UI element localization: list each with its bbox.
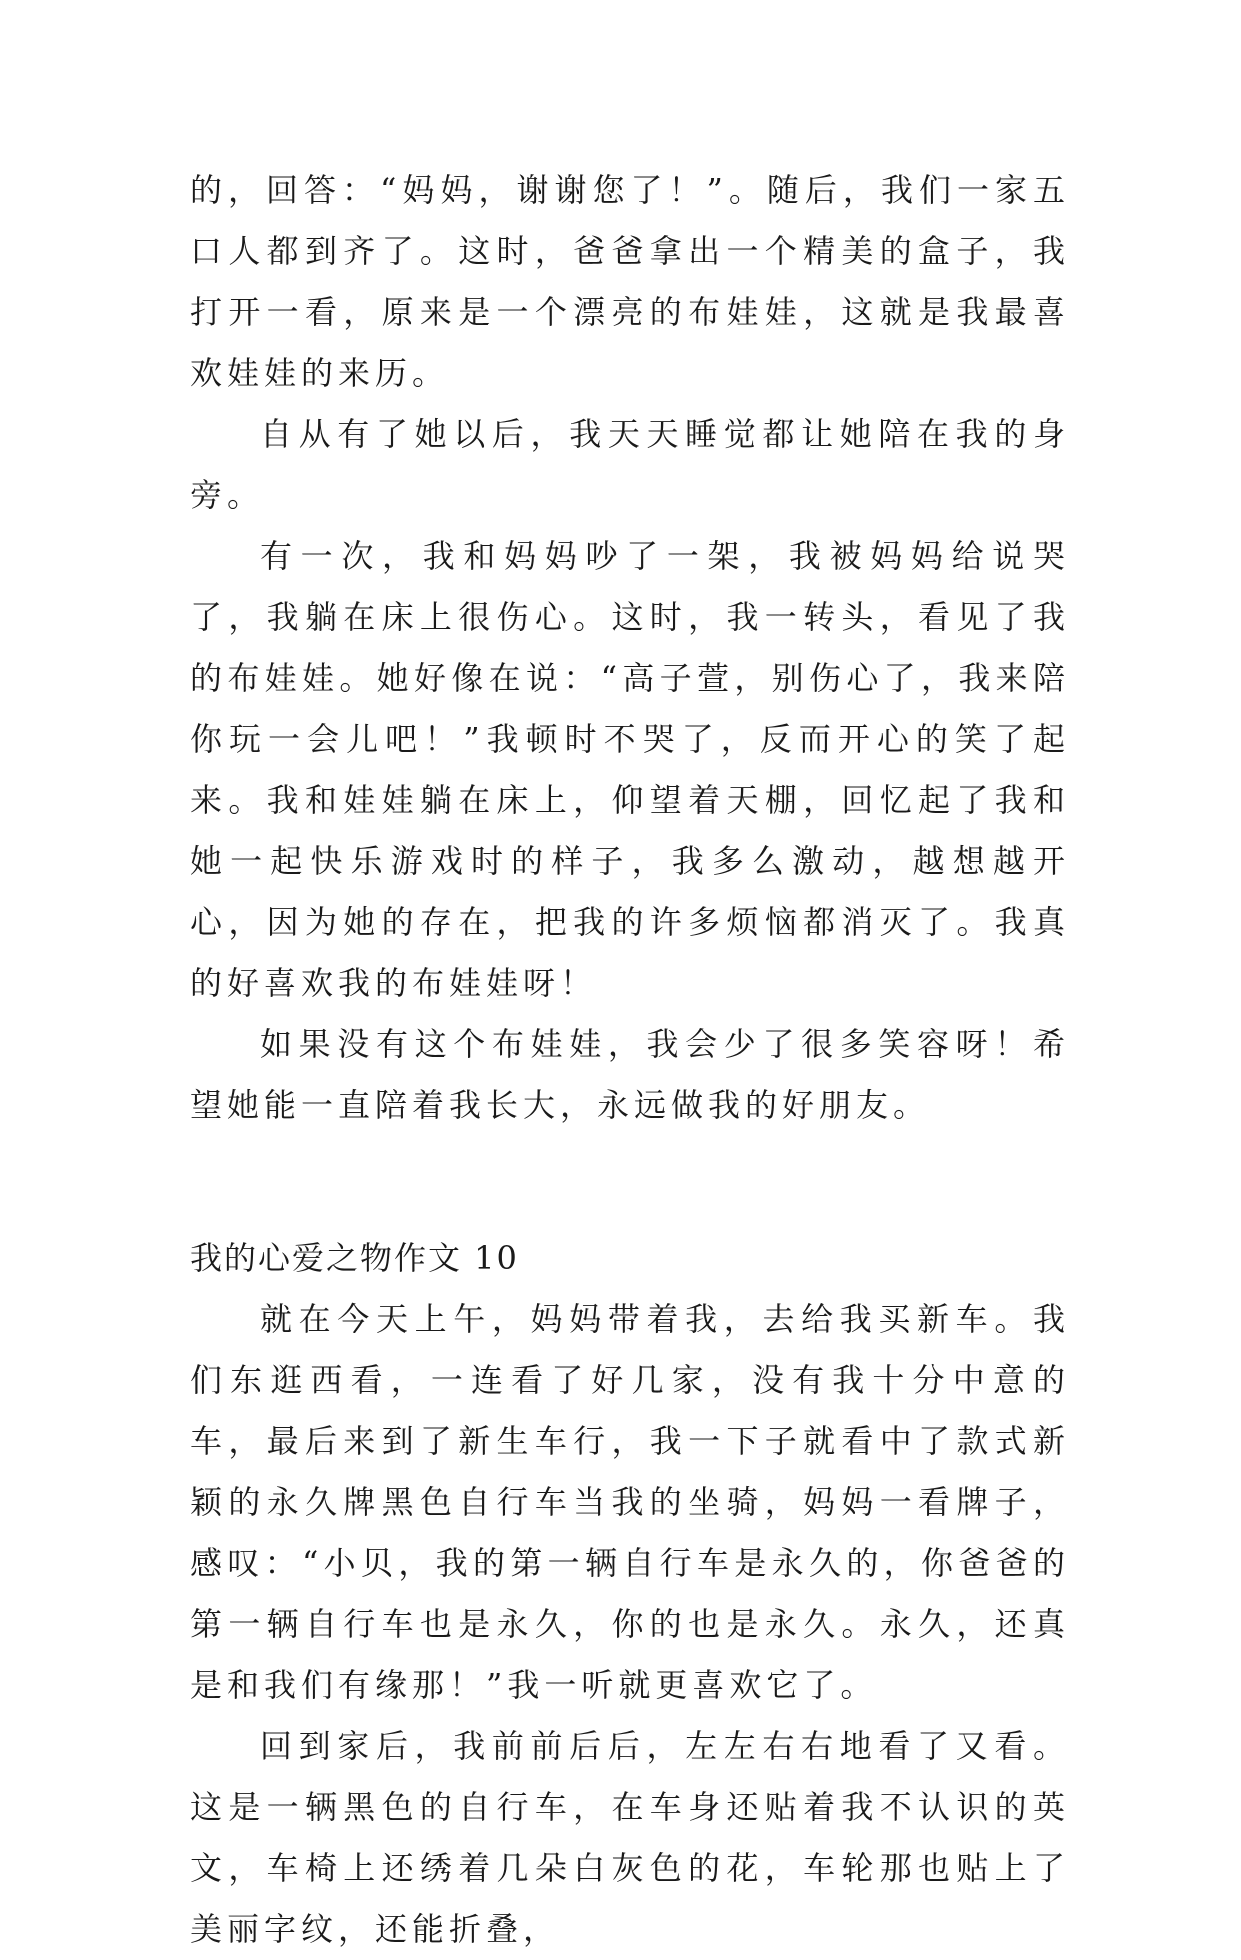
- paragraph: 如果没有这个布娃娃，我会少了很多笑容呀！希望她能一直陪着我长大，永远做我的好朋友。: [190, 1025, 1070, 1124]
- document-body: [190, 160, 1070, 1960]
- paragraph: 自从有了她以后，我天天睡觉都让她陪在我的身旁。: [190, 415, 1070, 514]
- section-gap: [190, 1136, 1070, 1228]
- paragraph: 的，回答：“妈妈，谢谢您了！”。随后，我们一家五口人都到齐了。这时，爸爸拿出一个精美的盒子，我打开一看，原来是一个漂亮的布娃娃，这就是我最喜欢娃娃的来历。: [190, 171, 1070, 392]
- paragraph: 回到家后，我前前后后，左左右右地看了又看。这是一辆黑色的自行车，在车身还贴着我不认识的英文，车椅上还绣着几朵白灰色的花，车轮那也贴上了美丽字纹，还能折叠，: [190, 1727, 1070, 1948]
- section-title: 我的心爱之物作文 10: [190, 1239, 519, 1277]
- paragraph: 就在今天上午，妈妈带着我，去给我买新车。我们东逛西看，一连看了好几家，没有我十分中意的车，最后来到了新生车行，我一下子就看中了款式新颖的永久牌黑色自行车当我的坐骑，妈妈一看牌子，感叹：“小贝，我的第一辆自行车是永久的，你爸爸的第一辆自行车也是永久，你的也是永久。永久，还真是和我们有缘那！”我一听就更喜欢它了。: [190, 1300, 1070, 1704]
- paragraph: 有一次，我和妈妈吵了一架，我被妈妈给说哭了，我躺在床上很伤心。这时，我一转头，看见了我的布娃娃。她好像在说：“高子萱，别伤心了，我来陪你玩一会儿吧！”我顿时不哭了，反而开心的笑了起来。我和娃娃躺在床上，仰望着天棚，回忆起了我和她一起快乐游戏时的样子，我多么激动，越想越开心，因为她的存在，把我的许多烦恼都消灭了。我真的好喜欢我的布娃娃呀！: [190, 537, 1070, 1002]
